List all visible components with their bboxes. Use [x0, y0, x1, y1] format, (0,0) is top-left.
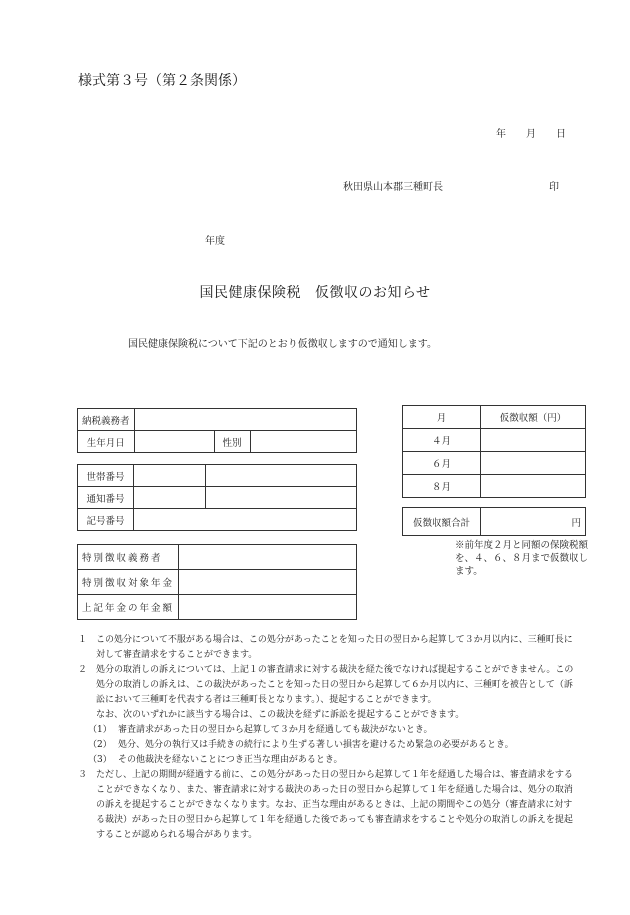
intro-text: 国民健康保険税について下記のとおり仮徴収しますので通知します。: [128, 339, 437, 350]
date-line: 年 月 日: [496, 129, 566, 140]
list-item: [78, 663, 578, 708]
provisional-schedule-table: [402, 405, 586, 498]
pension-amount-field[interactable]: [179, 595, 357, 620]
notice-number-label: 通知番号: [78, 487, 134, 509]
month-header: 月: [403, 406, 481, 429]
list-item: [78, 723, 578, 738]
total-field[interactable]: [481, 508, 586, 536]
target-pension-field[interactable]: [179, 570, 357, 595]
taxpayer-name-field[interactable]: [134, 409, 356, 431]
total-label: 仮徴収額合計: [403, 508, 481, 536]
notice-number-field-2[interactable]: [206, 487, 357, 509]
legal-notes: [78, 633, 578, 843]
special-obligor-field[interactable]: [179, 545, 357, 570]
total-unit: 円: [571, 517, 581, 529]
form-label: 様式第３号（第２条関係）: [78, 73, 246, 89]
month-april: ４月: [403, 429, 481, 452]
sub-3-text: その他裁決を経ないことにつき正当な理由があるとき。: [118, 755, 343, 765]
target-pension-label: 特別徴収対象年金: [78, 570, 179, 595]
amount-august-field[interactable]: [481, 475, 586, 498]
table-row: [78, 487, 357, 509]
id-numbers-table: [77, 464, 357, 531]
amount-june-field[interactable]: [481, 452, 586, 475]
list-item: [78, 768, 578, 843]
pension-amount-label: 上記年金の年金額: [78, 595, 179, 620]
collection-note: ※前年度２月と同額の保険税額を、４、６、８月まで仮徴収します。: [455, 540, 589, 577]
note-3-number: ３: [78, 770, 88, 780]
symbol-number-label: 記号番号: [78, 509, 134, 531]
taxpayer-table: [77, 408, 357, 453]
special-obligor-label: 特別徴収義務者: [78, 545, 179, 570]
table-row: [78, 570, 357, 595]
note-3-text: ただし、上記の期間が経過する前に、この処分があった日の翌日から起算して１年を経過した場合は、審査請求をすることができなくなり、また、審査請求に対する裁決のあった日の翌日から起算して１年を経過した場合は、処分の取消の訴えを提起することができなくなります。なお、正当な理由があるときは、上記の期間やこの処分（審査請求に対する裁決）があった日の翌日から起算して１年を経過した後であっても審査請求をすることや処分の取消しの訴えを提起することが認められる場合があります。: [96, 770, 573, 840]
table-row: [78, 509, 357, 531]
list-item: [78, 633, 578, 663]
household-number-label: 世帯番号: [78, 465, 134, 487]
sub-1-text: 審査請求があった日の翌日から起算して３か月を経過しても裁決がないとき。: [118, 725, 433, 735]
document-title: [0, 282, 630, 302]
issuer-name: 秋田県山本郡三種町長: [343, 182, 443, 193]
total-table: [402, 507, 586, 536]
title-main: 国民健康保険税: [199, 285, 301, 301]
seal-mark: 印: [549, 182, 559, 193]
table-row: [78, 409, 357, 431]
table-row: [403, 475, 586, 498]
table-row: [403, 406, 586, 429]
special-collection-table: [77, 544, 357, 620]
symbol-number-field[interactable]: [134, 509, 357, 531]
list-item: [78, 738, 578, 753]
birth-date-field[interactable]: [134, 431, 214, 453]
table-row: [78, 545, 357, 570]
table-row: [403, 452, 586, 475]
note-2-extra: なお、次のいずれかに該当する場合は、この裁決を経ずに訴訟を提起することができます。: [96, 710, 465, 720]
title-sub: 仮徴収のお知らせ: [314, 285, 431, 301]
sub-3-number: （3）: [88, 755, 112, 765]
fiscal-year: 年度: [205, 236, 225, 247]
notice-number-field-1[interactable]: [134, 487, 206, 509]
birth-date-label: 生年月日: [78, 431, 135, 453]
note-2-number: ２: [78, 665, 88, 675]
amount-april-field[interactable]: [481, 429, 586, 452]
household-number-field-2[interactable]: [206, 465, 357, 487]
sub-2-text: 処分、処分の執行又は手続きの続行により生ずる著しい損害を避けるため緊急の必要があるとき。: [118, 740, 514, 750]
taxpayer-name-label: 納税義務者: [78, 409, 135, 431]
amount-header: 仮徴収額（円）: [481, 406, 586, 429]
gender-label: 性別: [214, 431, 250, 453]
sub-1-number: （1）: [88, 725, 112, 735]
table-row: [78, 431, 357, 453]
month-june: ６月: [403, 452, 481, 475]
sub-2-number: （2）: [88, 740, 112, 750]
note-2-text: 処分の取消しの訴えについては、上記１の審査請求に対する裁決を経た後でなければ提起することができません。この処分の取消しの訴えは、この裁決があったことを知った日の翌日から起算して６か月以内に、三種町を被告として（訴訟において三種町を代表する者は三種町長となります。）、提起することができます。: [96, 665, 574, 705]
table-row: [78, 595, 357, 620]
household-number-field-1[interactable]: [134, 465, 206, 487]
month-august: ８月: [403, 475, 481, 498]
table-row: [403, 429, 586, 452]
table-row: [403, 508, 586, 536]
note-1-number: １: [78, 635, 88, 645]
gender-field[interactable]: [250, 431, 356, 453]
list-item: [78, 753, 578, 768]
note-1-text: この処分について不服がある場合は、この処分があったことを知った日の翌日から起算して３か月以内に、三種町長に対して審査請求をすることができます。: [96, 635, 573, 660]
table-row: [78, 465, 357, 487]
